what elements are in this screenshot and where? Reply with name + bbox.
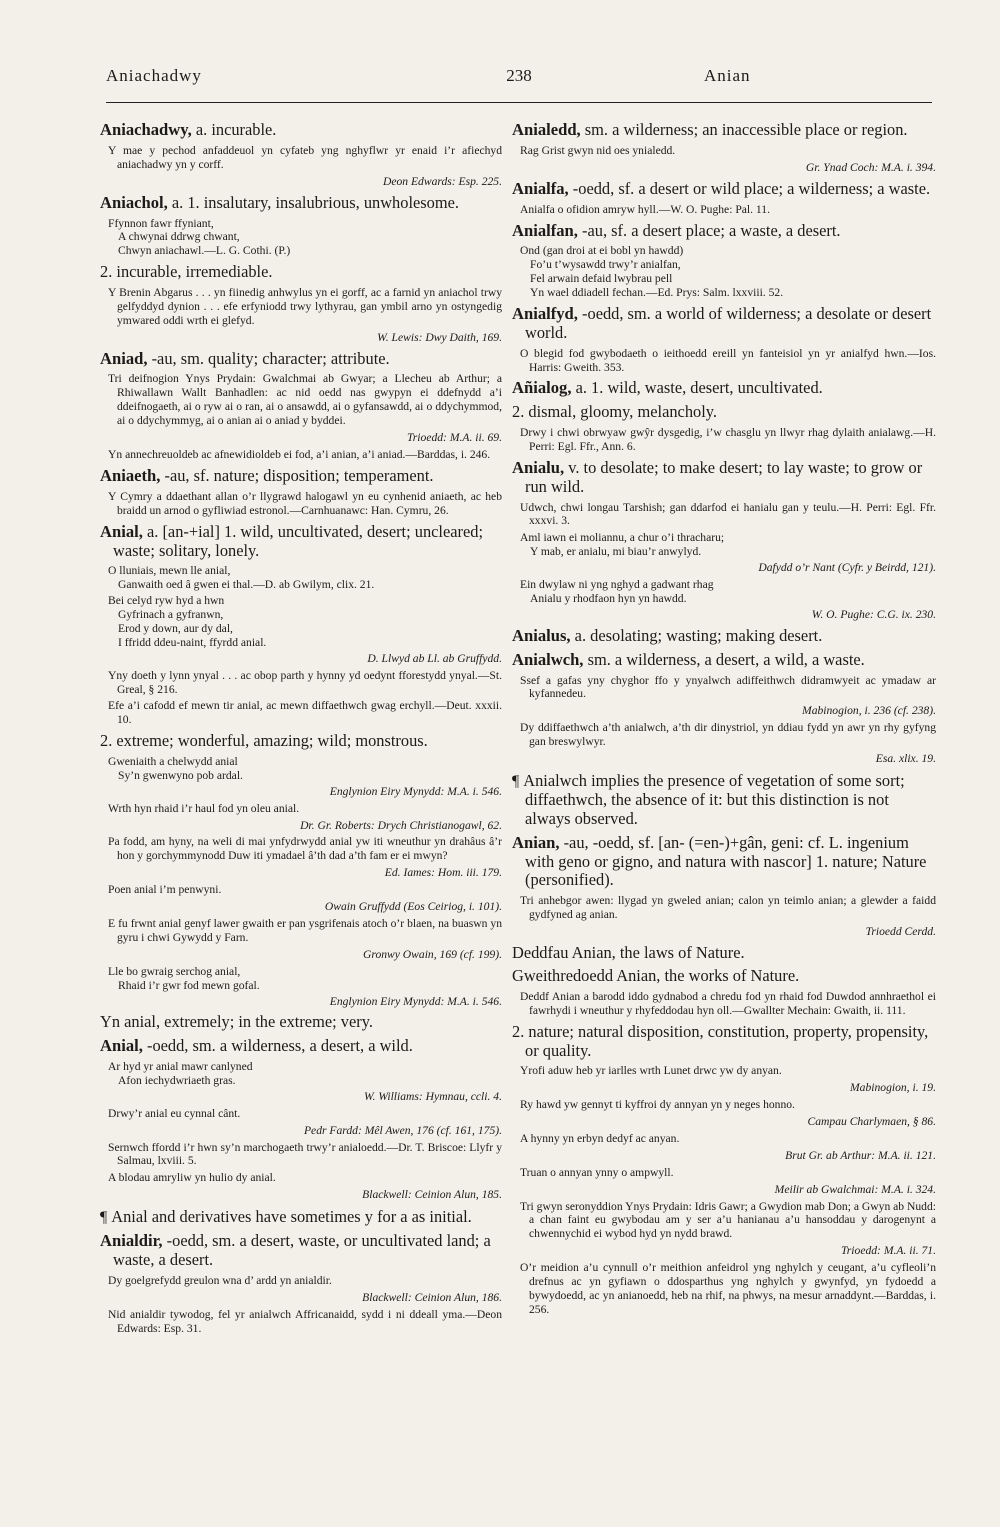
entry-heading: [100, 523, 502, 561]
entry-heading: [512, 121, 936, 140]
citation-source: Deon Edwards: Esp. 225.: [382, 174, 502, 188]
quotation: Ssef a gafas yny chyghor ffo y ynyalwch adiffeithwch didramwyeit ac ymadaw ar kyfannedeu.: [520, 673, 936, 701]
verse-quotation: [520, 244, 936, 300]
citation-source: Mabinogion, i. 19.: [850, 1081, 936, 1095]
quotation: A hynny yn erbyn dedyf ac anyan.: [520, 1131, 680, 1145]
verse-line: Ein dwylaw ni yng nghyd a gadwant rhag: [520, 578, 714, 592]
quotation: Tri deifnogion Ynys Prydain: Gwalchmai ab Gwyar; a Llecheu ab Arthur; a Rhiwallawn Wallt Banhadlen: ac nid oedd nas gwypyn ei ddefnydd a’i ddeifnogaeth, ai o ryw ai o ran, ai o ansawdd, ai o gyfansawdd, ai o ddychymmod, ai o ddychymmyg, ai o anian ai o aniad y byddei.: [108, 372, 502, 428]
verse-line: Y mab, er anialu, mi biau’r anwylyd.: [530, 545, 702, 559]
left-column: [100, 116, 502, 1339]
headword: Anial,: [100, 521, 143, 541]
entry-heading: [100, 1037, 502, 1056]
quotation: Dy ddiffaethwch a’th anialwch, a’th dir dinystriol, yn ddiau fydd yn awr yn rhy gyfyng gan breswylwyr.: [520, 721, 936, 749]
citation-source: Trioedd Cerdd.: [865, 924, 936, 938]
quotation: Poen anial i’m penwyni.: [108, 883, 222, 897]
headword: Anialedd,: [512, 120, 581, 139]
entry-heading: [512, 222, 936, 241]
quotation: O’r meidion a’u cynnull o’r meithion anfeidrol yng nghylch y ceugant, a’u cyfleoli’n drefnus ac yn gyfiawn o ddosparthus yng nghylch y gwynfyd, yn fydoedd a bywydoedd, ac yn anianoedd, heb na rhif, na phwys, na mesur arnaddynt.—Barddas, i. 256.: [520, 1261, 936, 1316]
definition: sm. a wilderness; an inaccessible place or region.: [580, 120, 908, 139]
citation-source: Blackwell: Ceinion Alun, 185.: [362, 1188, 502, 1202]
quotation: Anialfa o ofidion amryw hyll.—W. O. Pughe: Pal. 11.: [520, 202, 770, 216]
entry-heading: [512, 651, 936, 670]
citation-source: Dr. Gr. Roberts: Drych Christianogawl, 62.: [300, 818, 502, 832]
headword: Anialfan,: [512, 220, 578, 240]
definition: -oedd, sm. a desert, waste, or uncultivated land; a waste, a desert.: [113, 1231, 491, 1270]
verse-line: Ar hyd yr anial mawr canlyned: [108, 1060, 253, 1074]
verse-line: Chwyn aniachawl.—L. G. Cothi. (P.): [118, 244, 291, 258]
quotation: Ry hawd yw gennyt ti kyffroi dy annyan yn y neges honno.: [520, 1098, 795, 1112]
verse-line: I ffridd ddeu-naint, ffyrdd anial.: [118, 635, 267, 649]
entry-heading: [512, 379, 936, 398]
headword: Anialfa,: [512, 178, 569, 198]
definition: -au, sf. nature; disposition; temperament.: [160, 465, 434, 485]
citation-source: Meilir ab Gwalchmai: M.A. i. 324.: [774, 1182, 936, 1196]
entry-heading: [512, 403, 936, 422]
definition: Deddfau Anian, the laws of Nature.: [512, 942, 745, 962]
definition: a. [an-+ial] 1. wild, uncultivated, desert; uncleared; waste; solitary, lonely.: [113, 521, 484, 560]
citation-source: W. Lewis: Dwy Daith, 169.: [377, 330, 502, 344]
verse-line: Bei celyd ryw hyd a hwn: [108, 594, 225, 608]
verse-line: Erod y down, aur dy dal,: [118, 621, 233, 635]
verse-quotation: [108, 594, 502, 650]
right-column: [512, 116, 936, 1320]
quotation: Y Brenin Abgarus . . . yn fiinedig anhwylus yn ei gorff, ac a farnid yn aniachol trwy gelfyddyd dynion . . . efe erfyniodd trwy lythyrau, gan ymbil arno yn ostyngedig ymwared oddi wrth ei glefyd.: [108, 285, 502, 327]
citation-source: Blackwell: Ceinion Alun, 186.: [362, 1290, 502, 1304]
quotation: Pa fodd, am hyny, na weli di mai ynfydrwydd anial yw iti wneuthur yn drahâus â’r hon y gorchymmynodd Duw iti ymadael â’th dad a’th fam er ei mwyn?: [108, 835, 502, 863]
definition: Yn anial, extremely; in the extreme; very.: [100, 1012, 373, 1032]
quotation: Tri anhebgor awen: llygad yn gweled anian; calon yn teimlo anian; a glewder a faidd gydfyned ag anian.: [520, 893, 936, 921]
citation-source: Pedr Fardd: Mêl Awen, 176 (cf. 161, 175).: [303, 1123, 502, 1137]
quotation: Yn annechreuoldeb ac afnewidioldeb ei fod, a’i anian, a’i aniad.—Barddas, i. 246.: [108, 448, 491, 462]
header-left-guideword: Aniachadwy: [106, 66, 202, 85]
definition: -oedd, sf. a desert or wild place; a wilderness; a waste.: [568, 178, 931, 198]
quotation: Yny doeth y lynn ynyal . . . ac obop parth y hynny yd oedynt fforestydd ynyal.—St. Greal, § 216.: [108, 668, 502, 696]
citation-source: Englynion Eiry Mynydd: M.A. i. 546.: [329, 994, 502, 1008]
definition: a. incurable.: [191, 120, 277, 139]
citation-source: Brut Gr. ab Arthur: M.A. ii. 121.: [785, 1148, 936, 1162]
usage-note: [100, 1208, 502, 1227]
header-rule: [106, 102, 932, 103]
usage-note: [512, 772, 936, 829]
entry-heading: [100, 263, 502, 282]
quotation: Wrth hyn rhaid i’r haul fod yn oleu anial.: [108, 801, 300, 815]
entry-heading: [512, 967, 936, 986]
citation-source: Esa. xlix. 19.: [875, 752, 936, 766]
citation-source: Gr. Ynad Coch: M.A. i. 394.: [805, 160, 936, 174]
headword: Anial,: [100, 1036, 143, 1056]
definition: 2. incurable, irremediable.: [100, 262, 273, 282]
citation-source: Mabinogion, i. 236 (cf. 238).: [802, 704, 936, 718]
headword: Anialus,: [512, 625, 571, 645]
definition: -oedd, sm. a wilderness, a desert, a wild.: [142, 1036, 413, 1056]
verse-line: Fo’u t’wysawdd trwy’r anialfan,: [530, 258, 681, 272]
pilcrow-icon: ¶: [100, 1209, 112, 1227]
headword: Anialwch,: [512, 649, 584, 669]
quotation: Deddf Anian a barodd iddo gydnabod a chredu fod yn rhaid fod Duwdod annhraethol ei fawrhydi i wneuthur y rhyfeddodau hyn oll.—Gwallter Mechain: Gwaith, ii. 111.: [520, 990, 936, 1017]
verse-quotation: [108, 217, 502, 259]
headword: Anian,: [512, 832, 560, 852]
running-header: [106, 66, 932, 90]
definition: -au, -oedd, sf. [an- (=en-)+gân, geni: cf. L. ingenium with geno or gigno, and natura with nascor] 1. nature; Nature (personified).: [525, 832, 927, 890]
entry-heading: [512, 1023, 936, 1060]
entry-heading: [100, 732, 502, 751]
entry-heading: [512, 180, 936, 199]
quotation: A blodau amryliw yn hulio dy anial.: [108, 1171, 276, 1185]
verse-line: Ond (gan droi at ei bobl yn hawdd): [520, 244, 684, 258]
entry-heading: [512, 459, 936, 497]
verse-quotation: [520, 531, 936, 559]
quotation: Y mae y pechod anfaddeuol yn cyfateb yng nghyflwr yr enaid i’r afiechyd aniachadwy yn y corff.: [108, 143, 502, 171]
quotation: Truan o annyan ynny o ampwyll.: [520, 1165, 674, 1179]
quotation: E fu frwnt anial genyf lawer gwaith er pan ysgrifenais atoch o’r blaen, na buaswn yn gyru i chwi Gywydd y Farn.: [108, 916, 502, 944]
verse-line: Yn wael ddiadell fechan.—Ed. Prys: Salm. lxxviii. 52.: [530, 286, 784, 300]
entry-heading: [100, 467, 502, 486]
headword: Aniachol,: [100, 192, 168, 212]
entry-heading: [512, 627, 936, 646]
verse-line: Afon iechydwriaeth gras.: [118, 1073, 236, 1087]
entry-heading: [512, 944, 936, 963]
verse-line: Rhaid i’r gwr fod mewn gofal.: [118, 978, 260, 992]
headword: Aniad,: [100, 348, 148, 368]
pilcrow-icon: ¶: [512, 773, 524, 791]
quotation: Udwch, chwi longau Tarshish; gan ddarfod ei hanialu gan y teulu.—H. Perri: Egl. Ffr. xxxvi. 3.: [520, 500, 936, 528]
citation-source: W. Williams: Hymnau, ccli. 4.: [363, 1089, 502, 1103]
entry-heading: [100, 121, 502, 140]
citation-source: Englynion Eiry Mynydd: M.A. i. 546.: [329, 784, 502, 798]
quotation: Drwy’r anial eu cynnal cânt.: [108, 1106, 241, 1120]
citation-source: Dafydd o’r Nant (Cyfr. y Beirdd, 121).: [758, 561, 936, 575]
citation-source: Campau Charlymaen, § 86.: [807, 1115, 936, 1129]
quotation: Rag Grist gwyn nid oes ynialedd.: [520, 143, 676, 157]
headword: Anialdir,: [100, 1231, 163, 1251]
quotation: Drwy i chwi obrwyaw gwŷr dysgedig, i’w chasglu yn llwyr rhag dylaith anialawg.—H. Perri: Egl. Ffr., Ann. 6.: [520, 426, 936, 453]
verse-line: Gweniaith a chelwydd anial: [108, 754, 238, 768]
definition: -au, sm. quality; character; attribute.: [147, 348, 390, 368]
headword: Añialog,: [512, 378, 572, 398]
entry-heading: [512, 305, 936, 343]
definition: sm. a wilderness, a desert, a wild, a waste.: [583, 649, 865, 669]
verse-line: Sy’n gwenwyno pob ardal.: [118, 768, 243, 782]
verse-quotation: [108, 755, 502, 783]
definition: a. 1. wild, waste, desert, uncultivated.: [571, 378, 823, 398]
verse-line: A chwynai ddrwg chwant,: [118, 230, 240, 244]
quotation: Tri gwyn seronyddion Ynys Prydain: Idris Gawr; a Gwydion mab Don; a Gwyn ab Nudd: a chan faint eu gwybodau am y ser a’u hanianau a’u hansoddau y darogenynt a chwennychid ei wybod hyd yn nydd brawd.: [520, 1199, 936, 1241]
citation-source: D. Llwyd ab Ll. ab Gruffydd.: [367, 651, 502, 665]
quotation: Dy goelgrefydd greulon wna d’ ardd yn anialdir.: [108, 1274, 332, 1288]
note-text: Anial and derivatives have sometimes y for a as initial.: [111, 1207, 472, 1227]
entry-heading: [512, 834, 936, 890]
headword: Anialfyd,: [512, 304, 578, 324]
headword: Anialu,: [512, 457, 565, 477]
headword: Aniachadwy,: [100, 120, 192, 139]
citation-source: Gronwy Owain, 169 (cf. 199).: [362, 947, 502, 961]
page-number: 238: [506, 66, 532, 85]
verse-line: Fel arwain defaid lwybrau pell: [530, 272, 673, 286]
verse-line: Ffynnon fawr ffyniant,: [108, 216, 214, 230]
verse-quotation: [520, 578, 936, 606]
definition: 2. nature; natural disposition, constitution, property, propensity, or quality.: [512, 1021, 929, 1060]
verse-quotation: [108, 965, 502, 993]
citation-source: Owain Gruffydd (Eos Ceiriog, i. 101).: [324, 900, 502, 914]
definition: Gweithredoedd Anian, the works of Nature.: [512, 966, 800, 986]
citation-source: Trioedd: M.A. ii. 71.: [840, 1244, 936, 1258]
definition: 2. extreme; wonderful, amazing; wild; monstrous.: [100, 731, 428, 751]
entry-heading: [100, 1232, 502, 1270]
citation-source: W. O. Pughe: C.G. ix. 230.: [811, 607, 936, 621]
quotation: O blegid fod gwybodaeth o ieithoedd ereill yn fanteisiol yn yr anialfyd hwn.—Ios. Harris: Gweith. 353.: [520, 346, 936, 374]
verse-line: Aml iawn ei moliannu, a chur o’i thracharu;: [520, 531, 725, 545]
header-right-guideword: Anian: [704, 66, 751, 85]
entry-heading: [100, 1013, 502, 1032]
quotation: Y Cymry a ddaethant allan o’r llygrawd halogawl yn eu cynhenid aniaeth, ac heb braidd un arnod o gyfliwiad estronol.—Carnhuanawc: Han. Cymru, 26.: [108, 489, 502, 517]
quotation: Efe a’i cafodd ef mewn tir anial, ac mewn diffaethwch gwag erchyll.—Deut. xxxii. 10.: [108, 699, 502, 727]
verse-line: Gyfrinach a gyfranwn,: [118, 607, 224, 621]
definition: a. 1. insalutary, insalubrious, unwholesome.: [167, 192, 459, 212]
definition: a. desolating; wasting; making desert.: [570, 625, 823, 645]
verse-line: Anialu y rhodfaon hyn yn hawdd.: [530, 591, 687, 605]
definition: -oedd, sm. a world of wilderness; a desolate or desert world.: [525, 304, 932, 342]
headword: Aniaeth,: [100, 465, 161, 485]
quotation: Nid anialdir tywodog, fel yr anialwch Affricanaidd, sydd i ni ddeall yma.—Deon Edwards: Esp. 31.: [108, 1307, 502, 1335]
definition: v. to desolate; to make desert; to lay waste; to grow or run wild.: [525, 457, 923, 496]
entry-heading: [100, 350, 502, 369]
citation-source: Ed. Iames: Hom. iii. 179.: [384, 866, 502, 880]
citation-source: Trioedd: M.A. ii. 69.: [406, 431, 502, 445]
verse-line: Lle bo gwraig serchog anial,: [108, 964, 241, 978]
verse-quotation: [108, 1060, 502, 1088]
verse-line: O lluniais, mewn lle anial,: [108, 564, 231, 578]
note-text: Anialwch implies the presence of vegetation of some sort; diffaethwch, the absence of it: but this distinction is not always observed.: [523, 771, 905, 828]
entry-heading: [100, 194, 502, 213]
verse-line: Ganwaith oed â gwen ei thal.—D. ab Gwilym, clix. 21.: [118, 578, 375, 592]
quotation: Yrofi aduw heb yr iarlles wrth Lunet drwc yw dy anyan.: [520, 1064, 782, 1078]
quotation: Sernwch ffordd i’r hwn sy’n marchogaeth trwy’r anialoedd.—Dr. T. Briscoe: Llyfr y Salmau, lxviii. 5.: [108, 1140, 502, 1168]
definition: 2. dismal, gloomy, melancholy.: [512, 402, 718, 422]
definition: -au, sf. a desert place; a waste, a desert.: [577, 220, 841, 240]
verse-quotation: [108, 564, 502, 592]
